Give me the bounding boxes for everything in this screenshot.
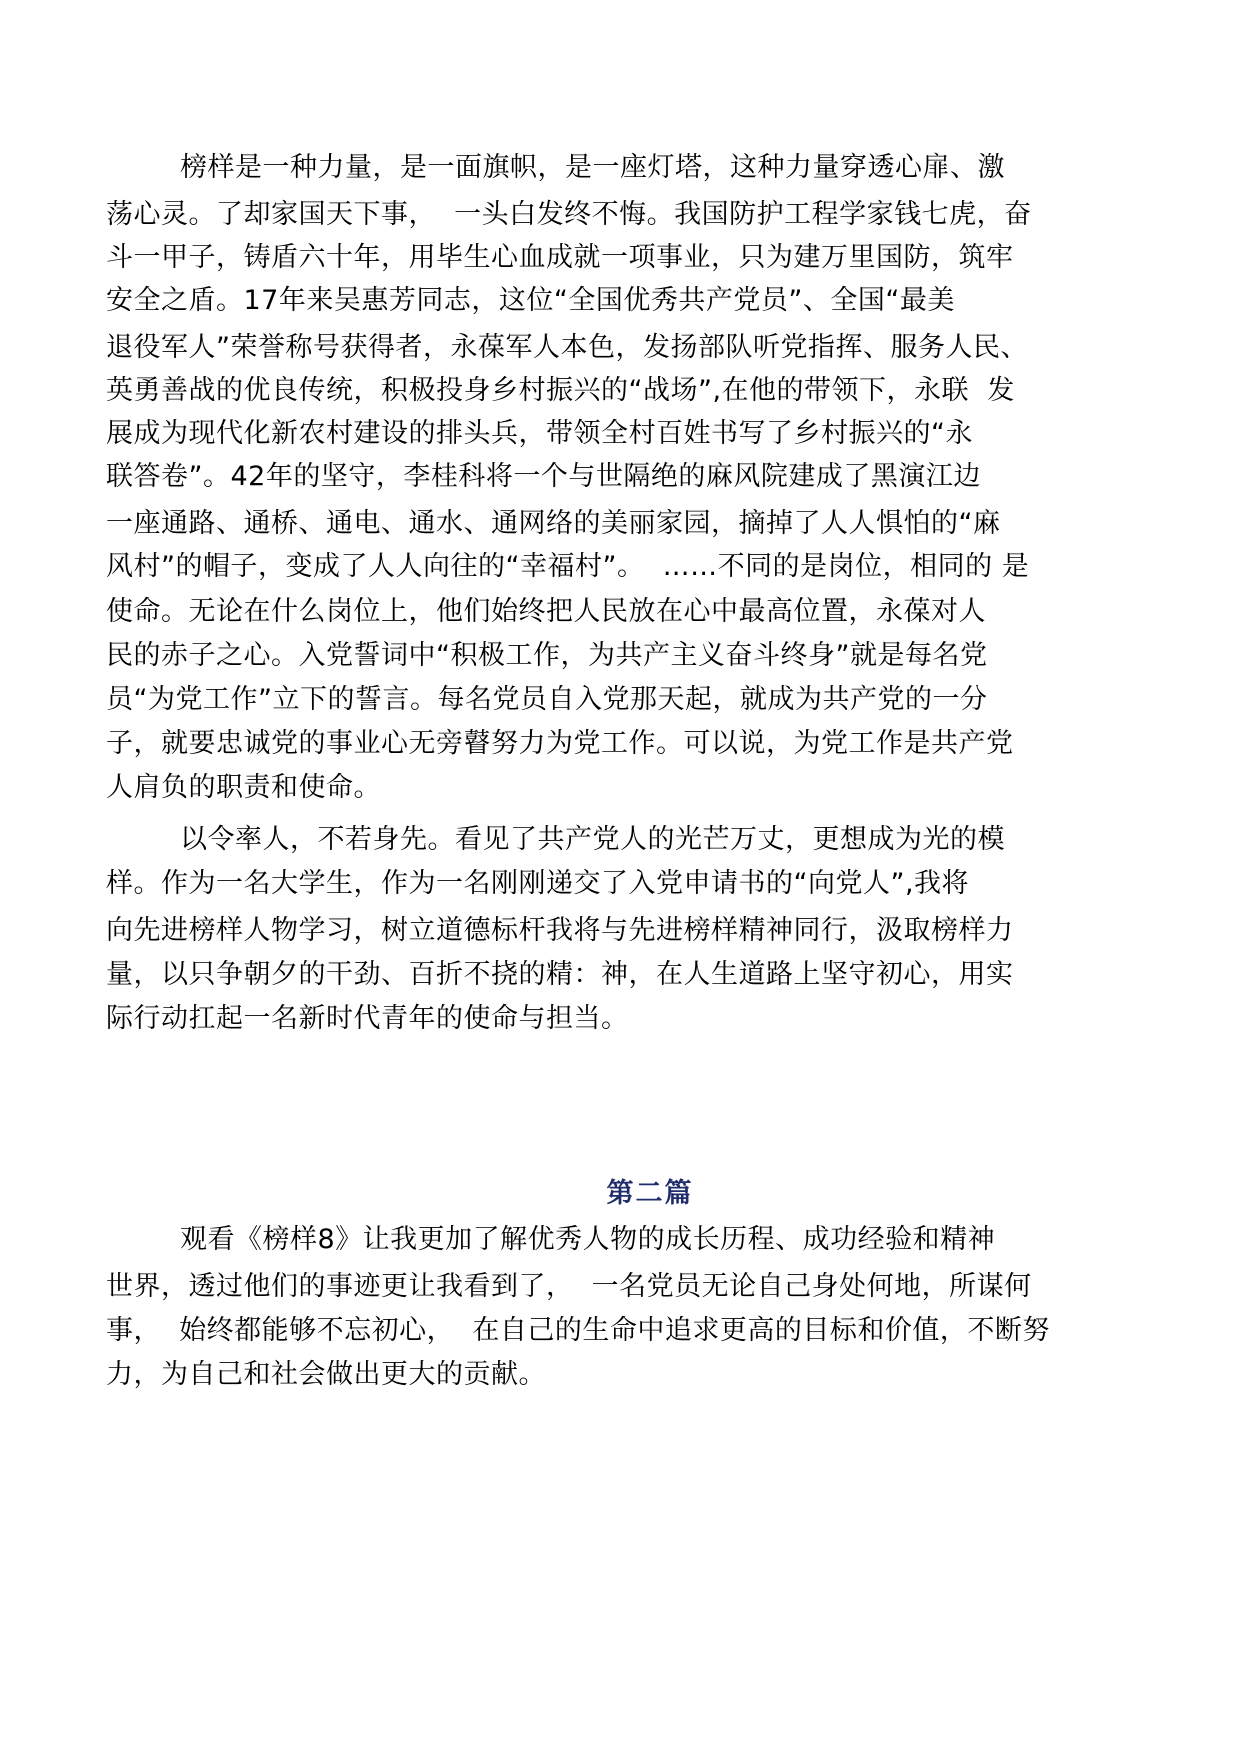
paragraph-1-line-15: 人肩负的职责和使命。 — [106, 772, 381, 803]
paragraph-2-line-1: 以令率人，不若身先。看见了共产党人的光芒万丈，更想成为光的模 — [180, 824, 1005, 855]
paragraph-1-line-14: 子，就要忠诚党的事业心无旁瞽努力为党工作。可以说，为党工作是共产党 — [106, 728, 1014, 759]
paragraph-3-line-2: 世界，透过他们的事迹更让我看到了， 一名党员无论自己身处何地，所谋何 — [106, 1271, 1032, 1302]
section-heading: 第二篇 — [606, 1178, 694, 1209]
paragraph-2-line-2: 样。作为一名大学生，作为一名刚刚递交了入党申请书的“向党人”,我将 — [106, 868, 970, 899]
paragraph-1-line-7: 展成为现代化新农村建设的排头兵，带领全村百姓书写了乡村振兴的“永 — [106, 418, 973, 449]
paragraph-1-line-2: 荡心灵。了却家国天下事， 一头白发终不悔。我国防护工程学家钱七虎，奋 — [106, 199, 1032, 230]
paragraph-1-line-4: 安全之盾。17年来吴惠芳同志，这位“全国优秀共产党员”、全国“最美 — [106, 285, 955, 316]
paragraph-1-line-1: 榜样是一种力量，是一面旗帜，是一座灯塔，这种力量穿透心扉、激 — [180, 152, 1005, 183]
paragraph-3-line-3: 事， 始终都能够不忘初心， 在自己的生命中追求更高的目标和价值，不断努 — [106, 1315, 1050, 1346]
paragraph-2-line-3: 向先进榜样人物学习，树立道德标杆我将与先进榜样精神同行，汲取榜样力 — [106, 915, 1014, 946]
paragraph-1-line-10: 风村”的帽子，变成了人人向往的“幸福村”。 ……不同的是岗位，相同的 是 — [106, 551, 1030, 582]
paragraph-2-line-4: 量，以只争朝夕的干劲、百折不挠的精：神，在人生道路上坚守初心，用实 — [106, 959, 1014, 990]
paragraph-1-line-9: 一座通路、通桥、通电、通水、通网络的美丽家园，摘掉了人人惧怕的“麻 — [106, 508, 1001, 539]
paragraph-1-line-8: 联答卷”。42年的坚守，李桂科将一个与世隔绝的麻风院建成了黑演江边 — [106, 461, 981, 492]
paragraph-1-line-11: 使命。无论在什么岗位上，他们始终把人民放在心中最高位置，永葆对人 — [106, 596, 986, 627]
paragraph-1-line-5: 退役军人”荣誉称号获得者，永葆军人本色，发扬部队听党指挥、服务人民、 — [106, 332, 1028, 363]
paragraph-2-line-5: 际行动扛起一名新时代青年的使命与担当。 — [106, 1003, 629, 1034]
paragraph-3-line-1: 观看《榜样8》让我更加了解优秀人物的成长历程、成功经验和精神 — [180, 1224, 996, 1255]
paragraph-1-line-12: 民的赤子之心。入党誓词中“积极工作，为共产主义奋斗终身”就是每名党 — [106, 640, 988, 671]
paragraph-1-line-3: 斗一甲子，铸盾六十年，用毕生心血成就一项事业，只为建万里国防，筑牢 — [106, 242, 1014, 273]
paragraph-3-line-4: 力，为自己和社会做出更大的贡献。 — [106, 1359, 546, 1390]
paragraph-1-line-13: 员“为党工作”立下的誓言。每名党员自入党那天起，就成为共产党的一分 — [106, 684, 988, 715]
paragraph-1-line-6: 英勇善战的优良传统，积极投身乡村振兴的“战场”,在他的带领下，永联 发 — [106, 375, 1015, 406]
